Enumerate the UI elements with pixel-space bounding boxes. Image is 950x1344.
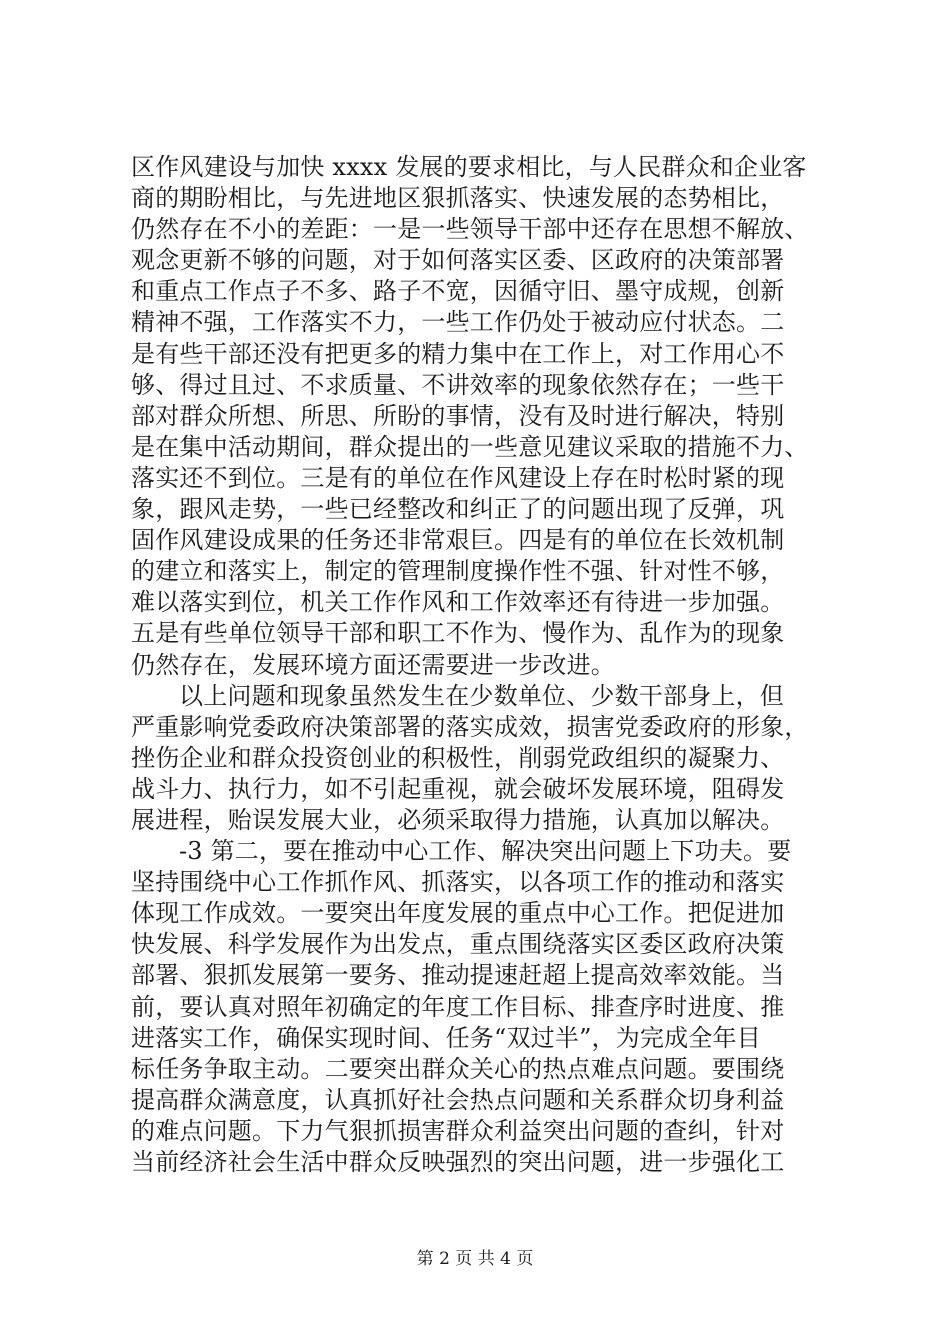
text-line: 和重点工作点子不多、路子不宽，因循守旧、墨守成规，创新 <box>131 277 785 306</box>
text-line: 进落实工作，确保实现时间、任务“双过半”，为完成全年目 <box>131 1023 761 1052</box>
text-line: 象，跟风走势，一些已经整改和纠正了的问题出现了反弹，巩 <box>131 495 785 524</box>
text-line: 展进程，贻误发展大业，必须采取得力措施，认真加以解决。 <box>131 805 785 834</box>
text-line: 仍然存在不小的差距：一是一些领导干部中还存在思想不解放、 <box>131 215 809 244</box>
text-line: 的建立和落实上，制定的管理制度操作性不强、针对性不够， <box>131 557 785 586</box>
text-line: 商的期盼相比，与先进地区狠抓落实、快速发展的态势相比， <box>131 184 785 213</box>
text-line: 区作风建设与加快 xxxx 发展的要求相比，与人民群众和企业客 <box>131 153 807 181</box>
text-line: 严重影响党委政府决策部署的落实成效，损害党委政府的形象， <box>131 712 809 741</box>
text-line: 观念更新不够的问题，对于如何落实区委、区政府的决策部署 <box>131 246 785 275</box>
text-line: 前，要认真对照年初确定的年度工作目标、排查序时进度、推 <box>131 992 785 1021</box>
text-line: 标任务争取主动。二要突出群众关心的热点难点问题。要围绕 <box>131 1054 785 1083</box>
text-line: 落实还不到位。三是有的单位在作风建设上存在时松时紧的现 <box>131 463 785 492</box>
text-line: 部署、狠抓发展第一要务、推动提速赶超上提高效率效能。当 <box>131 961 785 990</box>
text-line: 体现工作成效。一要突出年度发展的重点中心工作。把促进加 <box>131 899 785 928</box>
text-line: 五是有些单位领导干部和职工不作为、慢作为、乱作为的现象 <box>131 619 785 648</box>
text-line: 部对群众所想、所思、所盼的事情，没有及时进行解决，特别 <box>131 401 785 430</box>
page-number-footer: 第 2 页 共 4 页 <box>416 1249 534 1269</box>
text-line: 挫伤企业和群众投资创业的积极性，削弱党政组织的凝聚力、 <box>131 743 785 772</box>
text-line: 固作风建设成果的任务还非常艰巨。四是有的单位在长效机制 <box>131 526 785 555</box>
text-line: 够、得过且过、不求质量、不讲效率的现象依然存在；一些干 <box>131 370 785 399</box>
text-line: 精神不强，工作落实不力，一些工作仍处于被动应付状态。二 <box>131 308 785 337</box>
text-line: 坚持围绕中心工作抓作风、抓落实，以各项工作的推动和落实 <box>131 868 785 897</box>
text-line: 是在集中活动期间，群众提出的一些意见建议采取的措施不力、 <box>131 432 809 461</box>
paragraph-first-line: 以上问题和现象虽然发生在少数单位、少数干部身上，但 <box>179 681 784 710</box>
text-line: 的难点问题。下力气狠抓损害群众利益突出问题的查纠，针对 <box>131 1116 785 1145</box>
body-text <box>131 152 831 1178</box>
text-line: 战斗力、执行力，如不引起重视，就会破坏发展环境，阻碍发 <box>131 774 785 803</box>
text-line: 当前经济社会生活中群众反映强烈的突出问题，进一步强化工 <box>131 1148 785 1176</box>
text-line: 提高群众满意度，认真抓好社会热点问题和关系群众切身利益 <box>131 1085 785 1114</box>
text-line: 快发展、科学发展作为出发点，重点围绕落实区委区政府决策 <box>131 930 785 959</box>
text-line: 仍然存在，发展环境方面还需要进一步改进。 <box>131 650 615 679</box>
paragraph-first-line: -3 第二，要在推动中心工作、解决突出问题上下功夫。要 <box>179 837 792 866</box>
text-line: 是有些干部还没有把更多的精力集中在工作上，对工作用心不 <box>131 339 785 368</box>
text-line: 难以落实到位，机关工作作风和工作效率还有待进一步加强。 <box>131 588 785 617</box>
